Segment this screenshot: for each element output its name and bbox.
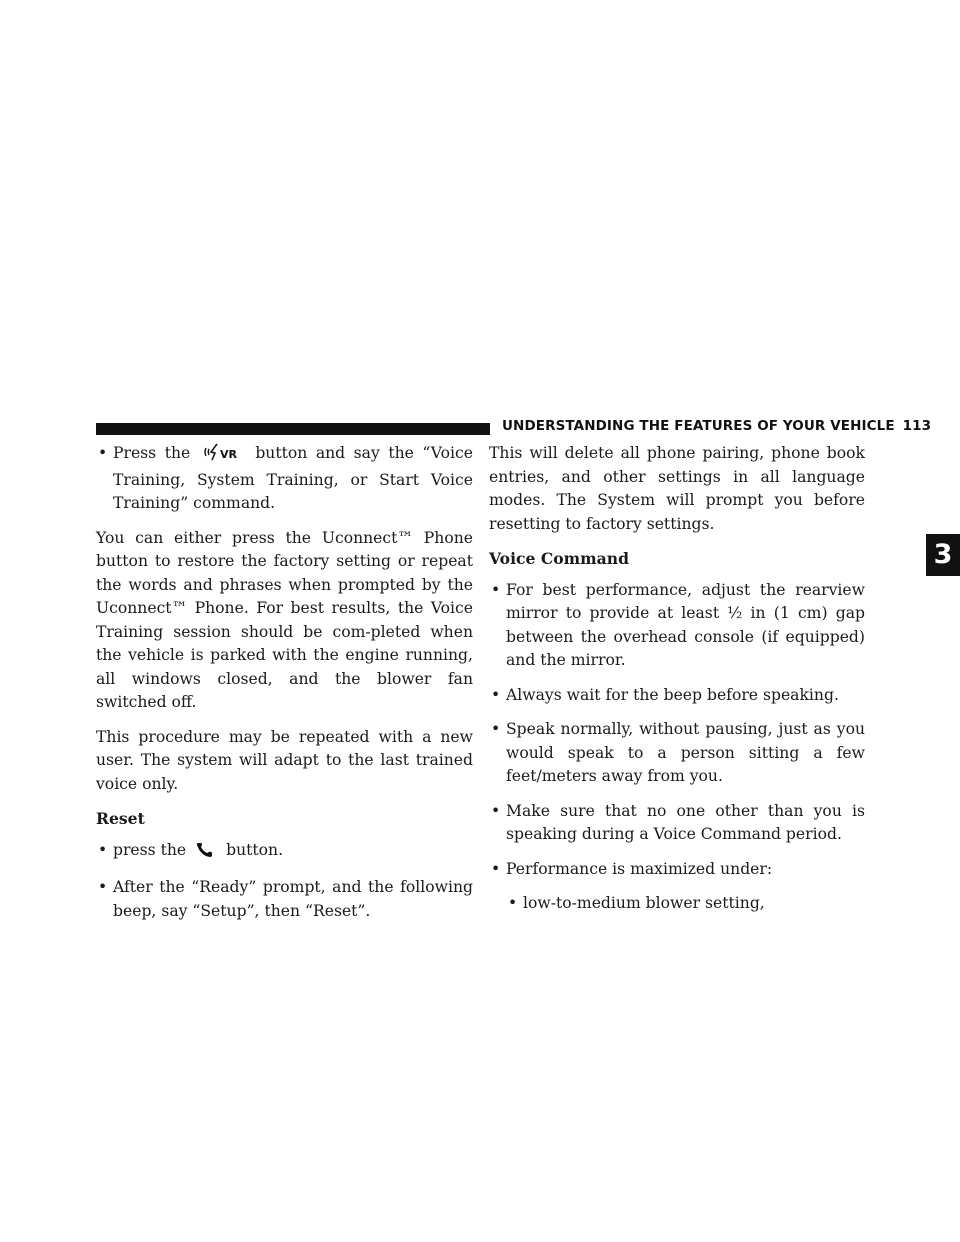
bullet-press-phone <box>96 839 473 866</box>
phone-icon <box>195 842 217 866</box>
bullet-voice-training <box>96 442 473 516</box>
bullet-rearview-mirror: • For best performance, adjust the rearview mirror to provide at least ½ in (1 cm) gap between the overhead console (if equipped) and the mirror. <box>489 579 865 673</box>
section-title: UNDERSTANDING THE FEATURES OF YOUR VEHICLE <box>502 418 895 434</box>
svg-text:VR: VR <box>219 448 237 461</box>
header-rule <box>96 423 490 435</box>
page-number: 113 <box>902 418 932 434</box>
running-header <box>502 418 931 434</box>
bullet-text-before-icon: Press the <box>113 444 191 462</box>
chapter-tab: 3 <box>926 534 960 576</box>
sub-bullet-blower: • low-to-medium blower setting, <box>506 892 865 916</box>
bullet-after-ready: • After the “Ready” prompt, and the following beep, say “Setup”, then “Reset”. <box>96 876 473 923</box>
voice-recognition-icon <box>203 443 243 469</box>
bullet-wait-beep: • Always wait for the beep before speaking. <box>489 684 865 708</box>
paragraph-repeat: This procedure may be repeated with a new user. The system will adapt to the last trained voice only. <box>96 727 473 793</box>
paragraph-restore: You can either press the Uconnect™ Phone button to restore the factory setting or repeat the words and phrases when prompted by the Uconnect™ Phone. For best results, the Voice Training session should be com-pleted when the vehicle is parked with the engine running, all windows closed, and the blower fan switched off. <box>96 528 473 711</box>
paragraph-delete: This will delete all phone pairing, phone book entries, and other settings in all language modes. The System will prompt you before resetting to factory settings. <box>489 444 865 533</box>
bullet-text-after-icon: button. <box>226 840 284 859</box>
left-column <box>96 442 473 934</box>
bullet-text-after-icon: button and say the “Voice Training, System Training, or Start Voice Training” command. <box>113 444 473 512</box>
heading-reset: Reset <box>96 809 145 828</box>
bullet-text-before-icon: press the <box>113 840 187 859</box>
bullet-speak-normally: • Speak normally, without pausing, just as you would speak to a person sitting a few feet/meters away from you. <box>489 718 865 789</box>
bullet-no-one-else: • Make sure that no one other than you is speaking during a Voice Command period. <box>489 800 865 847</box>
right-column <box>489 442 865 927</box>
heading-voice-command: Voice Command <box>489 549 629 568</box>
bullet-performance: • Performance is maximized under: <box>489 858 865 882</box>
